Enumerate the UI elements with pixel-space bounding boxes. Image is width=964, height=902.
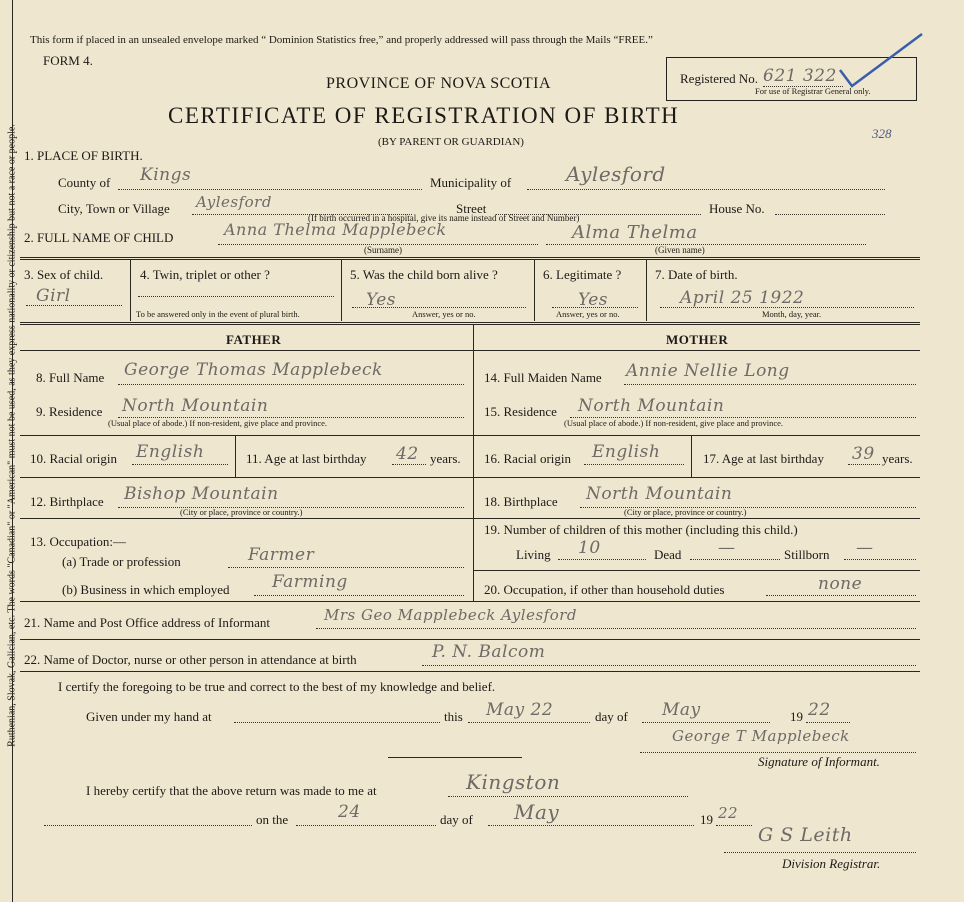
mother-name-value: Annie Nellie Long [626, 361, 790, 381]
return-place: Kingston [466, 770, 561, 794]
month2-line [488, 825, 694, 826]
sex-label: 3. Sex of child. [24, 267, 104, 282]
dob-note: Month, day, year. [762, 309, 822, 319]
mother-occupation-line [766, 595, 916, 596]
mother-residence-note: (Usual place of abode.) If non-resident, give place and province. [564, 418, 784, 428]
dob-label: 7. Date of birth. [655, 267, 738, 282]
this-day-line [468, 722, 590, 723]
margin-rule [12, 0, 13, 902]
rule-col-5 [341, 259, 342, 321]
trade-value: Farmer [248, 545, 315, 565]
registered-value: 621 322 [763, 66, 837, 86]
legit-value: Yes [578, 290, 609, 310]
registrar-signature: G S Leith [758, 824, 853, 846]
dead-line [690, 559, 780, 560]
city-value: Aylesford [196, 193, 272, 211]
rule-col-7 [646, 259, 647, 321]
surname-value: Anna Thelma Mapplebeck [224, 220, 447, 239]
father-race-label: 10. Racial origin [30, 451, 118, 466]
month-value: May [662, 700, 701, 720]
informant-signature-line [640, 752, 916, 753]
rule-parents-top [20, 322, 920, 323]
dob-value: April 25 1922 [680, 288, 805, 308]
dob-line [660, 307, 914, 308]
year-line [806, 722, 850, 723]
rule-doctor-top [20, 639, 920, 640]
father-age-label: 11. Age at last birthday [246, 451, 367, 466]
stillborn-line [844, 559, 916, 560]
mother-heading: MOTHER [666, 332, 729, 347]
father-years-label: years. [430, 451, 461, 466]
city-label: City, Town or Village [58, 201, 170, 216]
stillborn-label: Stillborn [784, 547, 830, 562]
given-under-label: Given under my hand at [86, 709, 212, 724]
registrar-note: For use of Registrar General only. [755, 86, 871, 96]
rule-col-4 [130, 259, 131, 321]
rule-father-race-top [20, 435, 473, 436]
mother-residence-value: North Mountain [578, 396, 725, 416]
business-value: Farming [272, 572, 348, 592]
informant-signature: George T Mapplebeck [672, 727, 850, 745]
mother-years-label: years. [882, 451, 913, 466]
father-occupation-label: 13. Occupation:— [30, 534, 127, 549]
father-birthplace-label: 12. Birthplace [30, 494, 104, 509]
page-subtitle: (BY PARENT OR GUARDIAN) [378, 136, 524, 148]
father-age-value: 42 [396, 444, 419, 464]
informant-line [316, 628, 916, 629]
year-value: 22 [808, 700, 831, 720]
mother-residence-label: 15. Residence [484, 404, 557, 419]
father-name-line [118, 384, 464, 385]
margin-notice: Ruthenian, Slovak, Galician, etc. The words "Canadian" or "American" must not be used, as they express nationality or citizenship but not a race or people. [6, 124, 18, 747]
children-label: 19. Number of children of this mother (including this child.) [484, 522, 798, 537]
rule-heading-bottom [20, 350, 920, 351]
house-line [775, 214, 885, 215]
on-the-label: on the [256, 812, 289, 827]
given-at-line [234, 722, 440, 723]
mother-race-value: English [592, 442, 661, 462]
living-line [558, 559, 646, 560]
informant-signature-caption: Signature of Informant. [758, 754, 880, 769]
province-title: PROVINCE OF NOVA SCOTIA [326, 75, 552, 92]
doctor-value: P. N. Balcom [432, 642, 546, 662]
rule-separator [388, 757, 522, 758]
month2-value: May [514, 800, 560, 824]
legit-note: Answer, yes or no. [556, 309, 620, 319]
father-birthplace-value: Bishop Mountain [124, 484, 279, 504]
alive-label: 5. Was the child born alive ? [350, 267, 498, 282]
doctor-label: 22. Name of Doctor, nurse or other person in attendance at birth [24, 652, 357, 667]
mother-name-line [624, 384, 916, 385]
rule-mother-bp-top [473, 477, 920, 478]
given-name-caption: (Given name) [655, 245, 705, 255]
father-race-line [132, 464, 228, 465]
stillborn-value: — [856, 538, 874, 558]
rule-mother-race-top [473, 435, 920, 436]
father-age-line [392, 464, 426, 465]
year-prefix: 19 [790, 709, 803, 724]
return-text: I hereby certify that the above return was made to me at [86, 783, 377, 798]
year2-prefix: 19 [700, 812, 713, 827]
rule-cert-top [20, 671, 920, 672]
rule-informant-top [20, 601, 920, 602]
page-title: CERTIFICATE OF REGISTRATION OF BIRTH [168, 103, 680, 128]
business-line [254, 595, 464, 596]
mother-occupation-label: 20. Occupation, if other than household duties [484, 582, 725, 597]
father-race-value: English [136, 442, 205, 462]
registered-label: Registered No. [680, 71, 758, 86]
mother-age-value: 39 [852, 444, 875, 464]
doctor-line [422, 665, 916, 666]
mail-note: This form if placed in an unsealed envelope marked “ Dominion Statistics free,” and properly addressed will pass through the Mails “FREE.” [30, 34, 653, 46]
dead-label: Dead [654, 547, 682, 562]
trade-label: (a) Trade or profession [62, 554, 181, 569]
father-birthplace-note: (City or place, province or country.) [180, 507, 303, 517]
mother-occupation-value: none [818, 574, 863, 594]
rule-mother-children-top [473, 518, 920, 519]
rule-col-6 [534, 259, 535, 321]
certify-text: I certify the foregoing to be true and correct to the best of my knowledge and belief. [58, 679, 496, 694]
mother-race-line [584, 464, 684, 465]
alive-value: Yes [366, 290, 397, 310]
mother-birthplace-value: North Mountain [586, 484, 733, 504]
municipality-line [527, 189, 885, 190]
place-of-birth-heading: 1. PLACE OF BIRTH. [24, 148, 143, 163]
father-name-value: George Thomas Mapplebeck [124, 360, 383, 380]
municipality-value: Aylesford [566, 162, 666, 186]
registrar-caption: Division Registrar. [782, 856, 881, 871]
mother-name-label: 14. Full Maiden Name [484, 370, 602, 385]
informant-value: Mrs Geo Mapplebeck Aylesford [324, 606, 577, 624]
sex-value: Girl [36, 286, 71, 306]
child-name-label: 2. FULL NAME OF CHILD [24, 230, 174, 245]
day-of-label-2: day of [440, 812, 473, 827]
sex-line [26, 305, 122, 306]
given-name-value: Alma Thelma [572, 222, 698, 243]
year2-line [716, 825, 752, 826]
return-place-line [448, 796, 688, 797]
twin-line [138, 296, 334, 297]
month-line [642, 722, 770, 723]
rule-father-bp-top [20, 477, 473, 478]
this-label: this [444, 709, 463, 724]
legit-label: 6. Legitimate ? [543, 267, 622, 282]
father-name-label: 8. Full Name [36, 370, 105, 385]
living-label: Living [516, 547, 551, 562]
county-line [118, 189, 422, 190]
living-value: 10 [578, 538, 601, 558]
rule-father-occ-top [20, 518, 473, 519]
rule-row3-top-2 [20, 259, 920, 260]
mother-age-line [848, 464, 880, 465]
alive-note: Answer, yes or no. [412, 309, 476, 319]
rule-parents-divider [473, 324, 474, 601]
mother-birthplace-note: (City or place, province or country.) [624, 507, 747, 517]
on-day-line [296, 825, 436, 826]
county-value: Kings [140, 165, 192, 185]
dead-value: — [718, 538, 736, 558]
business-label: (b) Business in which employed [62, 582, 230, 597]
rule-mother-occ-top [473, 570, 920, 571]
mother-race-label: 16. Racial origin [484, 451, 572, 466]
informant-label: 21. Name and Post Office address of Informant [24, 615, 270, 630]
twin-label: 4. Twin, triplet or other ? [140, 267, 270, 282]
father-residence-value: North Mountain [122, 396, 269, 416]
rule-mother-race-split [691, 435, 692, 477]
alive-line [352, 307, 526, 308]
rule-father-race-split [235, 435, 236, 477]
legit-line [552, 307, 638, 308]
municipality-label: Municipality of [430, 175, 512, 190]
rule-row3-top [20, 257, 920, 258]
on-lead-line [44, 825, 252, 826]
father-residence-label: 9. Residence [36, 404, 103, 419]
mother-age-label: 17. Age at last birthday [703, 451, 824, 466]
on-day-value: 24 [338, 802, 361, 822]
father-heading: FATHER [226, 332, 282, 347]
given-name-line [546, 244, 866, 245]
this-day-value: May 22 [486, 700, 554, 720]
street-label: Street [456, 201, 487, 216]
trade-line [228, 567, 464, 568]
day-of-label: day of [595, 709, 628, 724]
surname-caption: (Surname) [364, 245, 402, 255]
registrar-signature-line [724, 852, 916, 853]
father-residence-note: (Usual place of abode.) If non-resident, give place and province. [108, 418, 328, 428]
form-number: FORM 4. [43, 53, 93, 68]
checkmark-icon [836, 30, 926, 94]
county-label: County of [58, 175, 111, 190]
hospital-note: (If birth occurred in a hospital, give its name instead of Street and Number) [308, 213, 580, 223]
rule-parents-top-2 [20, 324, 920, 325]
year2-value: 22 [718, 804, 739, 822]
mother-birthplace-label: 18. Birthplace [484, 494, 558, 509]
house-label: House No. [709, 201, 765, 216]
corner-mark: 328 [872, 126, 892, 141]
twin-note: To be answered only in the event of plural birth. [136, 309, 300, 319]
